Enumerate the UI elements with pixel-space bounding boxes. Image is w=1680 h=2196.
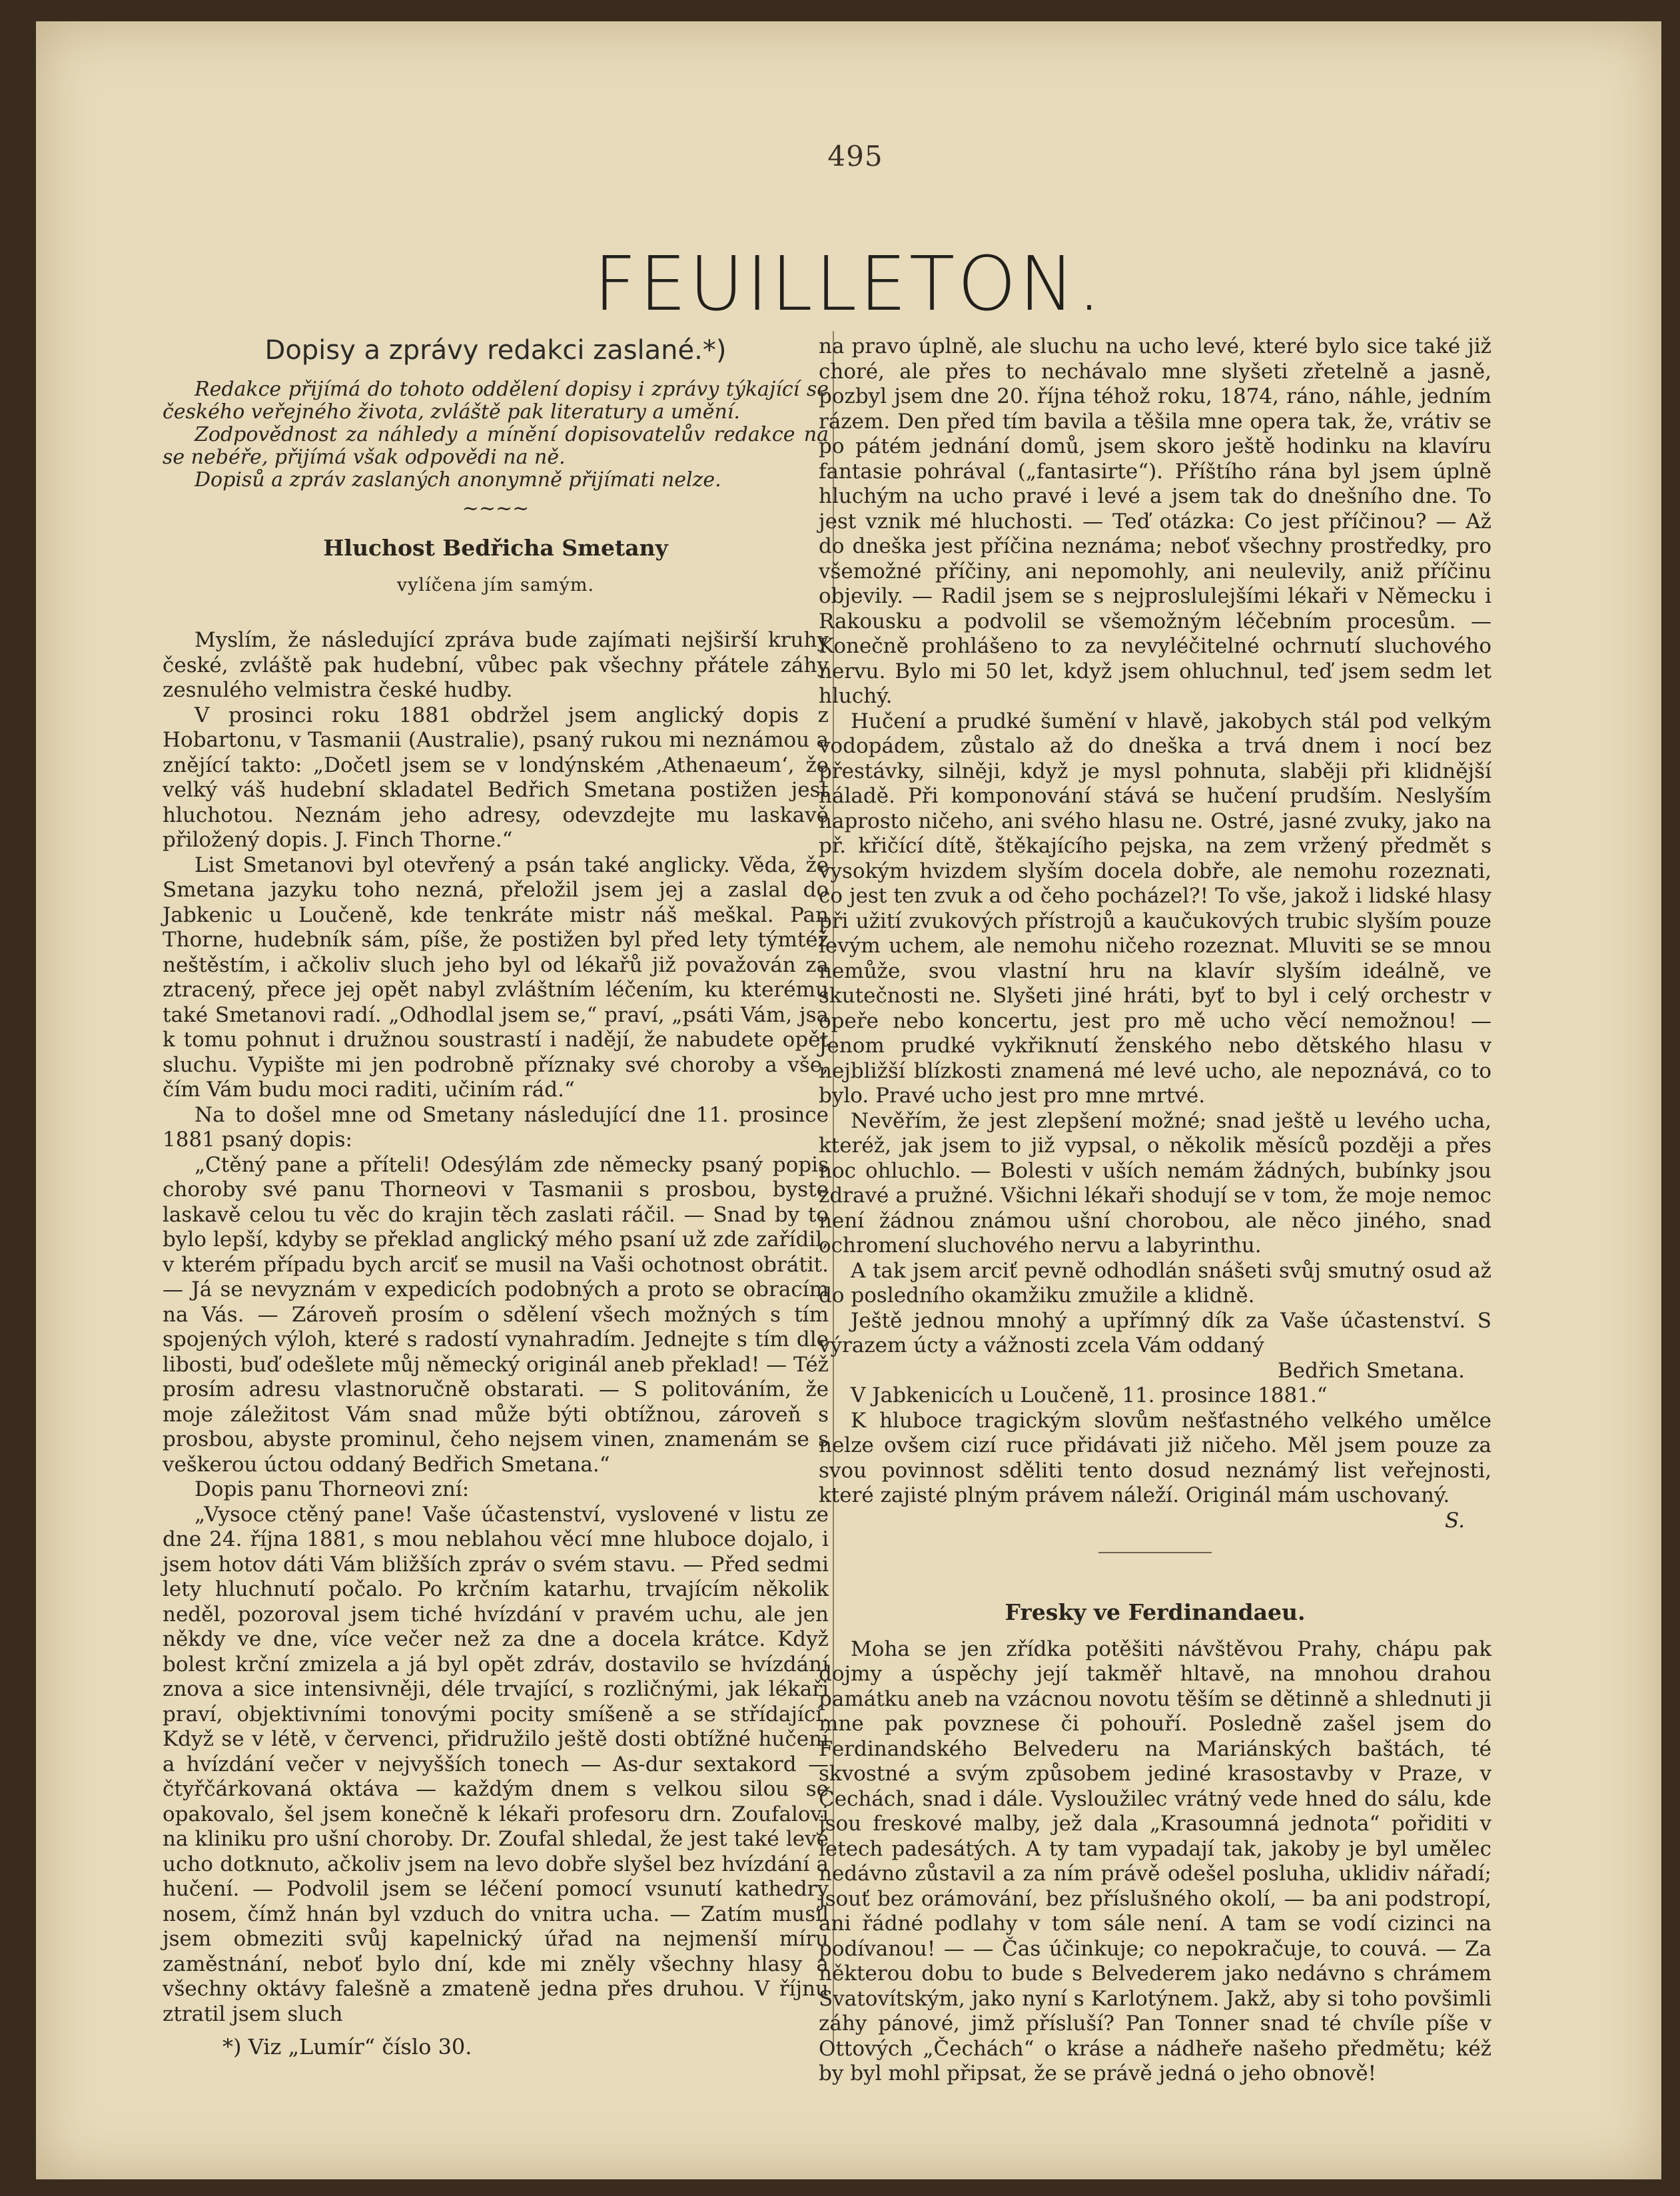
paragraph: na pravo úplně, ale sluchu na ucho levé, které bylo sice také již choré, ale přes to nechávalo mne slyšeti zřetelně a jasně, pozbyl jsem dne 20. října téhož roku, 1874, ráno, náhle, jedním rázem. Den před tím bavila a těšila mne opera tak, že, vrátiv se po pátém jednání domů, jsem skoro ještě hodinku na klavíru fantasie pohrával („fantasirte“). Příštího rána byl jsem úplně hluchým na ucho pravé i levé a jsem tak do dnešního dne. To jest vznik mé hluchosti. — Teď otázka: Co jest příčinou? — Až do dneška jest příčina neznáma; neboť všechny prostředky, pro všemožné příčiny, ani nepomohly, ani neulevily, aniž příčinu objevily. — Radil jsem se s nejproslulejšími lékaři v Německu i Rakousku a podvolil se všemožným léčebním procesům. — Konečně prohlášeno to za nevyléčitelné ochrnutí sluchového nervu. Bylo mi 50 let, když jsem ohluchnul, teď jsem sedm let hluchý. bbox=[819, 334, 1491, 708]
editor-note: Dopisů a zpráv zaslaných anonymně přijímati nelze. bbox=[195, 468, 721, 492]
editor-note: Zodpovědnost za náhledy a mínění dopisovatelův redakce na se nebéře, přijímá však odpovědi na ně. bbox=[163, 423, 829, 469]
paragraph: Hučení a prudké šumění v hlavě, jakobych stál pod velkým vodopádem, zůstalo až do dneška a trvá dnem i nocí bez přestávky, silněji, když je mysl pohnuta, slaběji při klidnější náladě. Při komponování stává se hučení prudším. Neslyším naprosto ničeho, ani svého hlasu ne. Ostré, jasné zvuky, jako na př. křičící dítě, štěkajícího pejska, na zem vržený předmět s vysokým hvizdem slyším docela dobře, ale nemohu rozeznati, co jest ten zvuk a od čeho pocházel?! To vše, jakož i lidské hlasy při užití zvukových přístrojů a kaučukových trubic slyším pouze levým uchem, ale nemohu ničeho rozeznat. Mluviti se se mnou nemůže, svou vlastní hru na klavír slyším ideálně, ve skutečnosti ne. Slyšeti jiné hráti, byť to byl i celý orchestr v opeře nebo koncertu, jest pro mě ucho věcí nemožnou! — Jenom prudké vykřiknutí ženského nebo dětského hlasu v nejbližší blízkosti znamená mé levé ucho, ale nepoznává, co to bylo. Pravé ucho jest pro mne mrtvé. bbox=[819, 709, 1491, 1108]
article-title: Fresky ve Ferdinandaeu. bbox=[1005, 1599, 1306, 1625]
paragraph: Moha se jen zřídka potěšiti návštěvou Prahy, chápu pak dojmy a úspěchy její takměř hltavě, na mnohou drahou památku aneb na vzácnou novotu těším se dětinně a shlednuti ji mne pak povznese či pohouří. Posledně zašel jsem do Ferdinandského Belvederu na Mariánských baštách, té skvostné a svým způsobem jediné krasostavby v Praze, v Čechách, snad i dále. Vysloužilec vrátný vede hned do sálu, kde jsou freskové malby, jež dala „Krasoumná jednota“ pořiditi v letech padesátých. A ty tam vypadají tak, jakoby je byl umělec nedávno zůstavil a za ním právě odešel posluha, uklidiv nářadí; jsouť bez orámování, bez příslušného okolí, — ba ani podstropí, ani řádné podlahy v tom sále není. A tam se vodí cizinci na podívanou! — — Čas účinkuje; co nepokračuje, to couvá. — Za některou dobu to bude s Belvederem jako nedávno s chrámem Svatovítským, jako nyní s Karlotýnem. Jakž, aby si toho povšimli záhy pánové, jimž přísluší? Pan Tonner snad té chvíle píše v Ottových „Čechách“ o kráse a nádheře našeho předmětu; kéž by byl mohl připsat, že se právě jedná o jeho obnově! bbox=[819, 1637, 1491, 2085]
separator-rule bbox=[1098, 1552, 1212, 1553]
paragraph: List Smetanovi byl otevřený a psán také anglicky. Věda, že Smetana jazyku toho nezná, přeložil jsem jej a zaslal do Jabkenic u Loučeně, kde tenkráte mistr náš meškal. Pan Thorne, hudebník sám, píše, že postižen byl před lety týmtéž neštěstím, i ačkoliv sluch jeho byl od lékařů již považován za ztracený, přece jej opět nabyl zvláštním léčením, ku kterému také Smetanovi radí. „Odhodlal jsem se,“ praví, „psáti Vám, jsa k tomu pohnut i družnou soustrastí i nadějí, že nabudete opět sluchu. Vypište mi jen podrobně příznaky své choroby a vše, čím Vám budu moci raditi, učiním rád.“ bbox=[163, 853, 829, 1102]
journal-page bbox=[36, 21, 1661, 2179]
paragraph: Myslím, že následující zpráva bude zajímati nejširší kruhy české, zvláště pak hudební, vůbec pak všechny přátele záhy zesnulého velmistra české hudby. bbox=[163, 628, 829, 702]
page-number: 495 bbox=[827, 140, 883, 173]
closing-paragraph: K hluboce tragickým slovům nešťastného velkého umělce nelze ovšem cizí ruce přidávati již ničeho. Měl jsem pouze za svou povinnost sděliti tento dosud neznámý list veřejnosti, které zajisté plným právem náleží. Originál mám uschovaný. bbox=[819, 1408, 1491, 1507]
paragraph: Ještě jednou mnohý a upřímný dík za Vaše účastenství. S výrazem úcty a vážnosti zcela Vám oddaný bbox=[819, 1308, 1491, 1357]
editor-note: Redakce přijímá do tohoto oddělení dopisy i zprávy týkající se českého veřejného života, zvláště pak literatury a umění. bbox=[163, 378, 829, 424]
article-subtitle: vylíčena jím samým. bbox=[396, 574, 595, 595]
paragraph: A tak jsem arciť pevně odhodlán snášeti svůj smutný osud až do posledního okamžiku zmužile a klidně. bbox=[819, 1258, 1491, 1307]
paragraph: Nevěřím, že jest zlepšení možné; snad ještě u levého ucha, kteréž, jak jsem to již vypsal, o několik měsíců později a přes noc ohluchlo. — Bolesti v uších nemám žádných, bubínky jsou zdravé a pružné. Všichni lékaři shodují se v tom, že moje nemoc není žádnou známou ušní chorobou, ale něco jiného, snad ochromení sluchového nervu a labyrinthu. bbox=[819, 1108, 1491, 1258]
signature: Bedřich Smetana. bbox=[1277, 1358, 1465, 1383]
place-date: V Jabkenicích u Loučeně, 11. prosince 1881.“ bbox=[851, 1383, 1328, 1407]
section-title: Dopisy a zprávy redakci zaslané.*) bbox=[264, 335, 727, 366]
paragraph: Na to došel mne od Smetany následující dne 11. prosince 1881 psaný dopis: bbox=[163, 1102, 829, 1152]
author-initial: S. bbox=[1445, 1508, 1465, 1533]
right-column bbox=[819, 334, 1491, 2087]
footnote: *) Viz „Lumír“ číslo 30. bbox=[222, 2034, 472, 2059]
paragraph: „Vysoce ctěný pane! Vaše účastenství, vyslovené v listu ze dne 24. října 1881, s mou neblahou věcí mne hluboce dojalo, i jsem hotov dáti Vám bližších zpráv o svém stavu. — Před sedmi lety hluchnutí počalo. Po krčním katarhu, trvajícím několik neděl, pozoroval jsem tiché hvízdání v pravém uchu, ale jen někdy ve dne, více večer než za dne a docela krátce. Když bolest krční zmizela a já byl opět zdráv, dostavilo se hvízdání znova a sice intensivněji, déle trvající, s rozličnými, jak lékaři praví, objektivními tonovými pocity smíšeně a se střídající. Když se v létě, v červenci, přidružilo ještě dosti obtížné hučení a hvízdání večer v nejvyšších tonech — As-dur sextakord — čtyřčárkovaná oktáva — každým dnem s velkou silou se opakovalo, šel jsem konečně k lékaři profesoru drn. Zoufalovi na kliniku pro ušní choroby. Dr. Zoufal shledal, že jest také levé ucho dotknuto, ačkoliv jsem na levo dobře slyšel bez hvízdání a hučení. — Podvolil jsem se léčení pomocí vsunutí kathedry nosem, čímž hnán byl vzduch do vnitra ucha. — Zatím musil jsem obmeziti svůj kapelnický úřad na nejmenší míru zaměstnání, neboť bylo dní, kde mi zněly všechny hlasy a všechny oktávy falešně a zmateně jedna přes druhou. V říjnu ztratil jsem sluch bbox=[163, 1502, 829, 2026]
paragraph: V prosinci roku 1881 obdržel jsem anglický dopis z Hobartonu, v Tasmanii (Australie), psaný rukou mi neznámou a znějící takto: „Dočetl jsem se v londýnském ‚Athenaeum‘, že velký váš hudební skladatel Bedřich Smetana postižen jest hluchotou. Neznám jeho adresy, odevzdejte mu laskavě přiložený dopis. J. Finch Thorne.“ bbox=[163, 703, 829, 852]
paragraph: „Ctěný pane a příteli! Odesýlám zde německy psaný popis choroby své panu Thorneovi v Tasmanii s prosbou, byste laskavě celou tu věc do krajin těch zaslati ráčil. — Snad by to bylo lepší, kdyby se překlad anglický mého psaní už zde zařídil, v kterém případu bych arciť se musil na Vaši ochotnost obrátit. — Já se nevyznám v expedicích podobných a proto se obracím na Vás. — Zároveň prosím o sdělení všech možných s tím spojených výloh, které s radostí vynahradím. Jednejte s tím dle libosti, buď odešlete můj německý originál aneb překlad! — Též prosím adresu vlastnoručně obstarati. — S politováním, že moje záležitost Vám snad může býti obtížnou, zároveň s prosbou, abyste prominul, čeho nejsem vinen, znamenám se s veškerou úctou oddaný Bedřich Smetana.“ bbox=[163, 1152, 829, 1477]
article-title: Hluchost Bedřicha Smetany bbox=[323, 535, 668, 561]
ornament: ~~~~ bbox=[462, 497, 530, 520]
left-column bbox=[163, 334, 829, 2027]
paragraph: Dopis panu Thorneovi zní: bbox=[195, 1477, 470, 1501]
masthead: FEUILLETON. bbox=[594, 241, 1104, 328]
